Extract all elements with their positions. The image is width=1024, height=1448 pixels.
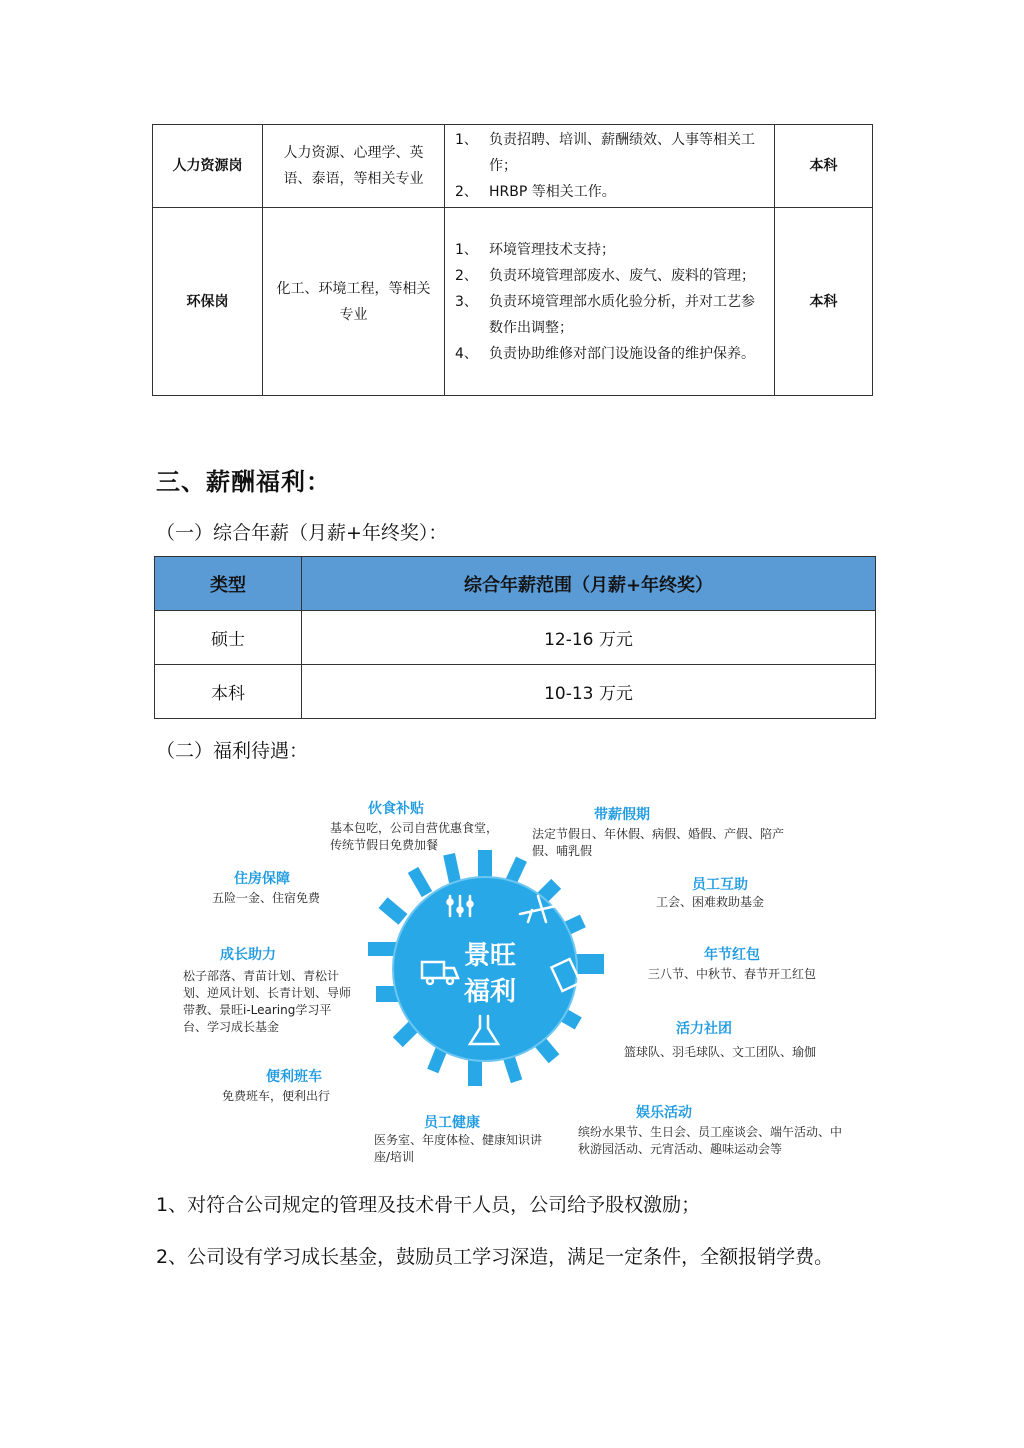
salary-table — [154, 556, 876, 719]
duties-cell — [445, 125, 775, 208]
benefit-title: 住房保障 — [234, 871, 290, 887]
subsection-title-benefits: （二）福利待遇： — [156, 740, 309, 762]
duty-item — [455, 289, 764, 341]
benefit-title: 活力社团 — [676, 1021, 732, 1037]
job-table — [152, 124, 873, 396]
benefit-title: 伙食补贴 — [368, 801, 424, 817]
benefit-desc: 松子部落、青苗计划、青松计划、逆风计划、长青计划、导师带教、景旺i-Learing学习平台、学习成长基金 — [183, 969, 352, 1034]
table-cell: 硕士 — [155, 611, 302, 665]
duty-text: 负责环境管理部水质化验分析，并对工艺参数作出调整； — [489, 293, 755, 336]
duty-number: 3、 — [455, 293, 478, 310]
benefit-title: 成长助力 — [220, 947, 276, 963]
benefit-desc: 篮球队、羽毛球队、文工团队、瑜伽 — [624, 1045, 817, 1059]
benefit-desc: 五险一金、住宿免费 — [212, 891, 321, 905]
benefit-desc: 工会、困难救助基金 — [656, 895, 765, 909]
duty-text: HRBP 等相关工作。 — [489, 184, 616, 200]
duty-text: 负责环境管理部废水、废气、废料的管理； — [489, 267, 755, 284]
education-cell: 本科 — [775, 208, 873, 396]
sliders-icon — [448, 896, 473, 916]
position-cell: 人力资源岗 — [153, 125, 263, 208]
duty-item — [455, 341, 764, 367]
benefit-desc: 免费班车，便利出行 — [222, 1089, 331, 1103]
duty-number: 1、 — [455, 241, 478, 258]
duty-text: 负责协助维修对部门设施设备的维护保养。 — [489, 345, 755, 362]
benefit-title: 娱乐活动 — [636, 1105, 692, 1121]
education-cell: 本科 — [775, 125, 873, 208]
table-cell: 12-16 万元 — [302, 611, 876, 665]
duty-item — [455, 179, 764, 205]
benefit-title: 便利班车 — [266, 1069, 322, 1085]
table-cell: 10-13 万元 — [302, 665, 876, 719]
globe-caption-line2: 福利 — [463, 977, 517, 1007]
duty-number: 1、 — [455, 132, 478, 148]
duty-number: 2、 — [455, 184, 478, 200]
duty-item — [455, 263, 764, 289]
section-title: 三、薪酬福利： — [156, 468, 331, 496]
column-header: 类型 — [155, 557, 302, 611]
table-row — [155, 665, 876, 719]
table-header-row — [155, 557, 876, 611]
column-header: 综合年薪范围（月薪+年终奖） — [302, 557, 876, 611]
note-equity-incentive: 1、对符合公司规定的管理及技术骨干人员，公司给予股权激励； — [156, 1194, 701, 1216]
benefit-title: 年节红包 — [704, 947, 760, 963]
globe-illustration — [360, 844, 610, 1094]
benefit-desc: 三八节、中秋节、春节开工红包 — [648, 967, 817, 981]
table-cell: 本科 — [155, 665, 302, 719]
benefit-title: 带薪假期 — [594, 807, 650, 823]
major-cell: 化工、环境工程，等相关专业 — [263, 208, 445, 396]
table-row — [153, 208, 873, 396]
benefit-desc: 法定节假日、年休假、病假、婚假、产假、陪产假、哺乳假 — [532, 827, 785, 858]
duty-number: 4、 — [455, 345, 478, 362]
globe-caption-line1: 景旺 — [463, 941, 517, 971]
table-row — [155, 611, 876, 665]
position-cell: 环保岗 — [153, 208, 263, 396]
major-cell: 人力资源、心理学、英语、泰语，等相关专业 — [263, 125, 445, 208]
duty-text: 负责招聘、培训、薪酬绩效、人事等相关工作； — [489, 132, 755, 174]
benefits-graphic — [0, 790, 1024, 1170]
benefit-desc: 缤纷水果节、生日会、员工座谈会、端午活动、中秋游园活动、元宵活动、趣味运动会等 — [578, 1125, 843, 1156]
duty-text: 环境管理技术支持； — [489, 241, 615, 258]
benefit-desc: 医务室、年度体检、健康知识讲座/培训 — [374, 1133, 543, 1164]
benefit-desc: 基本包吃，公司自营优惠食堂，传统节假日免费加餐 — [330, 821, 499, 852]
benefit-title: 员工健康 — [424, 1115, 480, 1131]
table-row — [153, 125, 873, 208]
benefit-title: 员工互助 — [692, 877, 748, 893]
duty-item — [455, 237, 764, 263]
subsection-title-salary: （一）综合年薪（月薪+年终奖）： — [156, 522, 448, 544]
duties-cell — [445, 208, 775, 396]
duty-item — [455, 127, 764, 179]
duty-number: 2、 — [455, 267, 478, 284]
note-learning-fund: 2、公司设有学习成长基金，鼓励员工学习深造，满足一定条件，全额报销学费。 — [156, 1246, 834, 1268]
